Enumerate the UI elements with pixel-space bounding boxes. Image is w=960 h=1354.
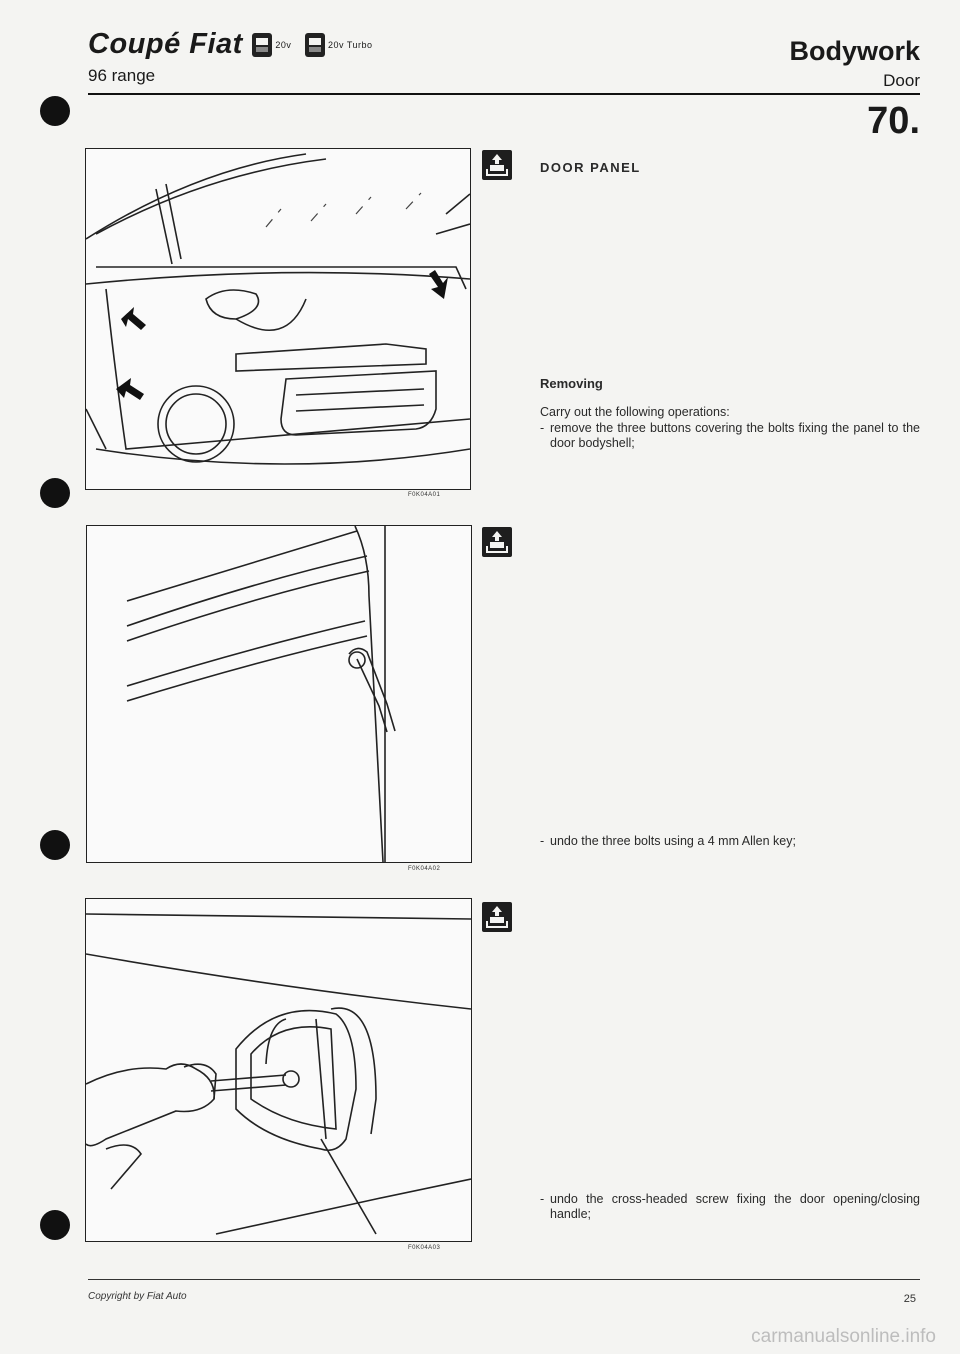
engine-badge-icon: [251, 32, 273, 58]
step-undo-handle-screw: [540, 1192, 920, 1222]
step-bullet: -: [540, 421, 545, 435]
engine-label-20v-turbo: 20v Turbo: [327, 40, 373, 51]
figure-allen-key: [86, 525, 472, 863]
watermark-text: carmanualsonline.info: [751, 1326, 936, 1347]
step-text: undo the cross-headed screw fixing the door opening/closing handle;: [550, 1192, 920, 1221]
step-undo-bolts: [540, 834, 920, 849]
intro-text: Carry out the following operations:: [540, 405, 730, 419]
footer-rule: [88, 1279, 920, 1280]
header-rule: [88, 93, 920, 95]
binder-hole: [40, 1210, 70, 1240]
step-remove-buttons: [540, 421, 920, 451]
section-title: Bodywork: [789, 36, 920, 66]
step-text: remove the three buttons covering the bolts fixing the panel to the door bodyshell;: [550, 421, 920, 450]
binder-hole: [40, 96, 70, 126]
section-heading: DOOR PANEL: [540, 160, 641, 175]
engine-label-20v: 20v: [275, 40, 292, 51]
page-number: 25: [903, 1293, 916, 1305]
copyright-text: Copyright by Fiat Auto: [88, 1291, 187, 1302]
section-number: 70.: [867, 100, 920, 142]
figure-reference-code: F0K04A02: [408, 866, 441, 872]
binder-hole: [40, 830, 70, 860]
range-label: 96 range: [88, 66, 156, 85]
step-text: undo the three bolts using a 4 mm Allen key;: [550, 834, 796, 848]
removal-operation-icon: [482, 527, 512, 557]
engine-badge-icon: [304, 32, 326, 58]
removing-heading: Removing: [540, 376, 603, 391]
figure-door-panel: [85, 148, 471, 490]
step-bullet: -: [540, 1192, 545, 1206]
figure-reference-code: F0K04A01: [408, 492, 441, 498]
removal-operation-icon: [482, 902, 512, 932]
figure-reference-code: F0K04A03: [408, 1245, 441, 1251]
figure-screwdriver: [85, 898, 472, 1242]
binder-hole: [40, 478, 70, 508]
step-bullet: -: [540, 834, 545, 848]
subsection-title: Door: [883, 71, 920, 90]
removal-operation-icon: [482, 150, 512, 180]
manual-title: Coupé Fiat 20v 20v Turbo: [88, 28, 373, 60]
